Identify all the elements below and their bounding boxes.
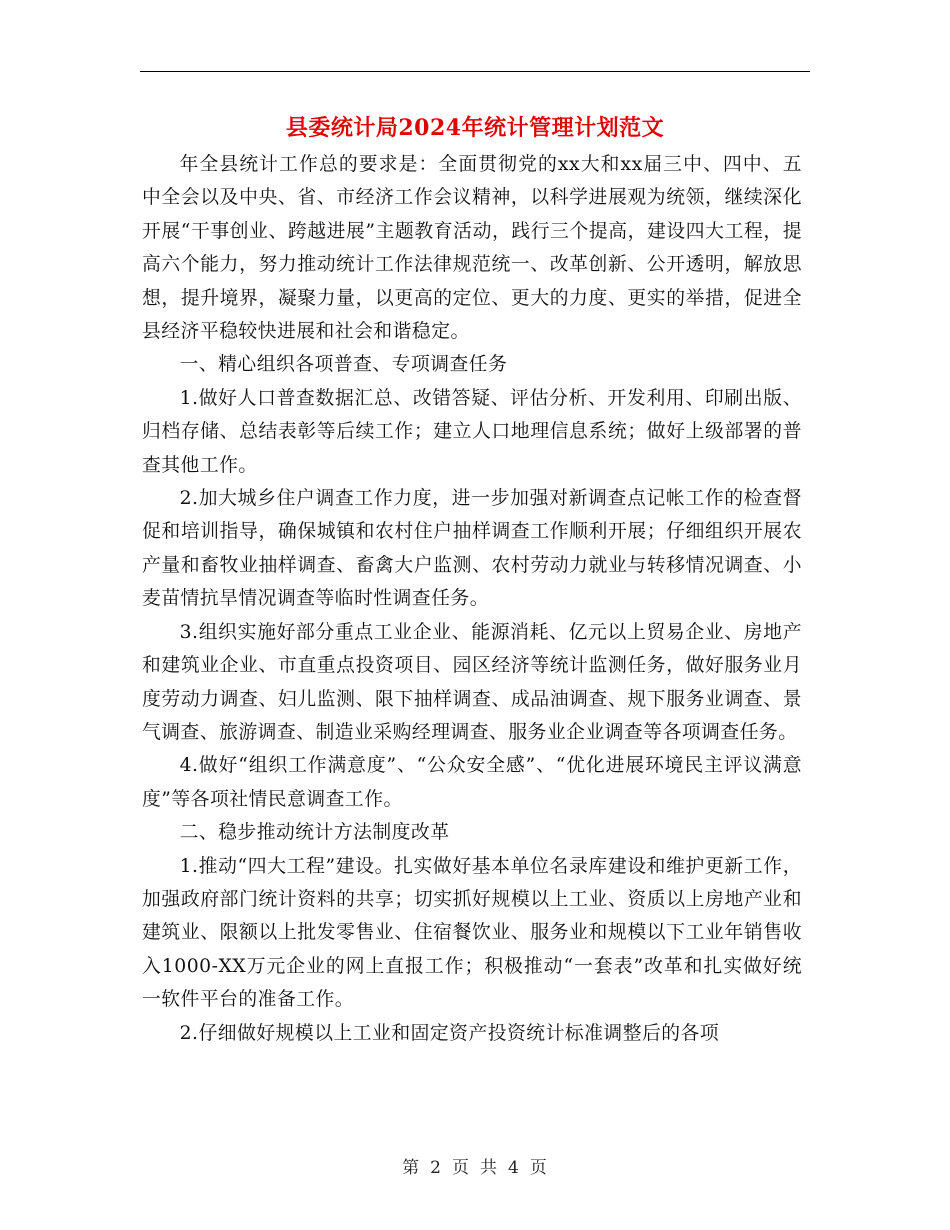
footer-page-number: 2 xyxy=(430,1158,442,1178)
document-title: 县委统计局2024年统计管理计划范文 xyxy=(285,115,665,141)
footer-total-unit: 页 xyxy=(529,1158,548,1178)
section-1-item-1: 1.做好人口普查数据汇总、改错答疑、评估分析、开发利用、印刷出版、归档存储、总结表彰等后续工作；建立人口地理信息系统；做好上级部署的普查其他工作。 xyxy=(142,387,802,476)
section-1-item-3: 3.组织实施好部分重点工业企业、能源消耗、亿元以上贸易企业、房地产和建筑业企业、市直重点投资项目、园区经济等统计监测任务，做好服务业月度劳动力调查、妇儿监测、限下抽样调查、成品油调查、规下服务业调查、景气调查、旅游调查、制造业采购经理调查、服务业企业调查等各项调查任务。 xyxy=(142,621,802,743)
footer-page-unit: 页 xyxy=(452,1158,470,1178)
section-2-item-1: 1.推动“四大工程”建设。扎实做好基本单位名录库建设和维护更新工作，加强政府部门统计资料的共享；切实抓好规模以上工业、资质以上房地产业和建筑业、限额以上批发零售业、住宿餐饮业、服务业和规模以下工业年销售收入1000-XX万元企业的网上直报工作；积极推动“一套表”改革和扎实做好统一软件平台的准备工作。 xyxy=(142,855,802,1011)
footer-total-prefix: 共 xyxy=(480,1158,498,1178)
document-body xyxy=(142,148,802,1050)
page-footer xyxy=(0,1153,950,1178)
section-heading-1: 一、精心组织各项普查、专项调查任务 xyxy=(179,354,508,376)
section-2-item-2: 2.仔细做好规模以上工业和固定资产投资统计标准调整后的各项 xyxy=(179,1022,720,1044)
footer-total-pages: 4 xyxy=(508,1158,520,1178)
section-1-item-4: 4.做好“组织工作满意度”、“公众安全感”、“优化进展环境民主评议满意度”等各项社情民意调查工作。 xyxy=(142,755,802,810)
intro-paragraph: 年全县统计工作总的要求是：全面贯彻党的xx大和xx届三中、四中、五中全会以及中央、省、市经济工作会议精神，以科学进展观为统领，继续深化开展“干事创业、跨越进展”主题教育活动，践行三个提高，建设四大工程，提高六个能力，努力推动统计工作法律规范统一、改革创新、公开透明，解放思想，提升境界，凝聚力量，以更高的定位、更大的力度、更实的举措，促进全县经济平稳较快进展和社会和谐稳定。 xyxy=(142,154,802,343)
section-1-item-2: 2.加大城乡住户调查工作力度，进一步加强对新调查点记帐工作的检查督促和培训指导，确保城镇和农村住户抽样调查工作顺利开展；仔细组织开展农产量和畜牧业抽样调查、畜禽大户监测、农村劳动力就业与转移情况调查、小麦苗情抗旱情况调查等临时性调查任务。 xyxy=(142,488,802,610)
footer-prefix: 第 xyxy=(402,1158,421,1178)
section-heading-2: 二、稳步推动统计方法制度改革 xyxy=(179,822,450,844)
header-rule xyxy=(140,71,810,72)
